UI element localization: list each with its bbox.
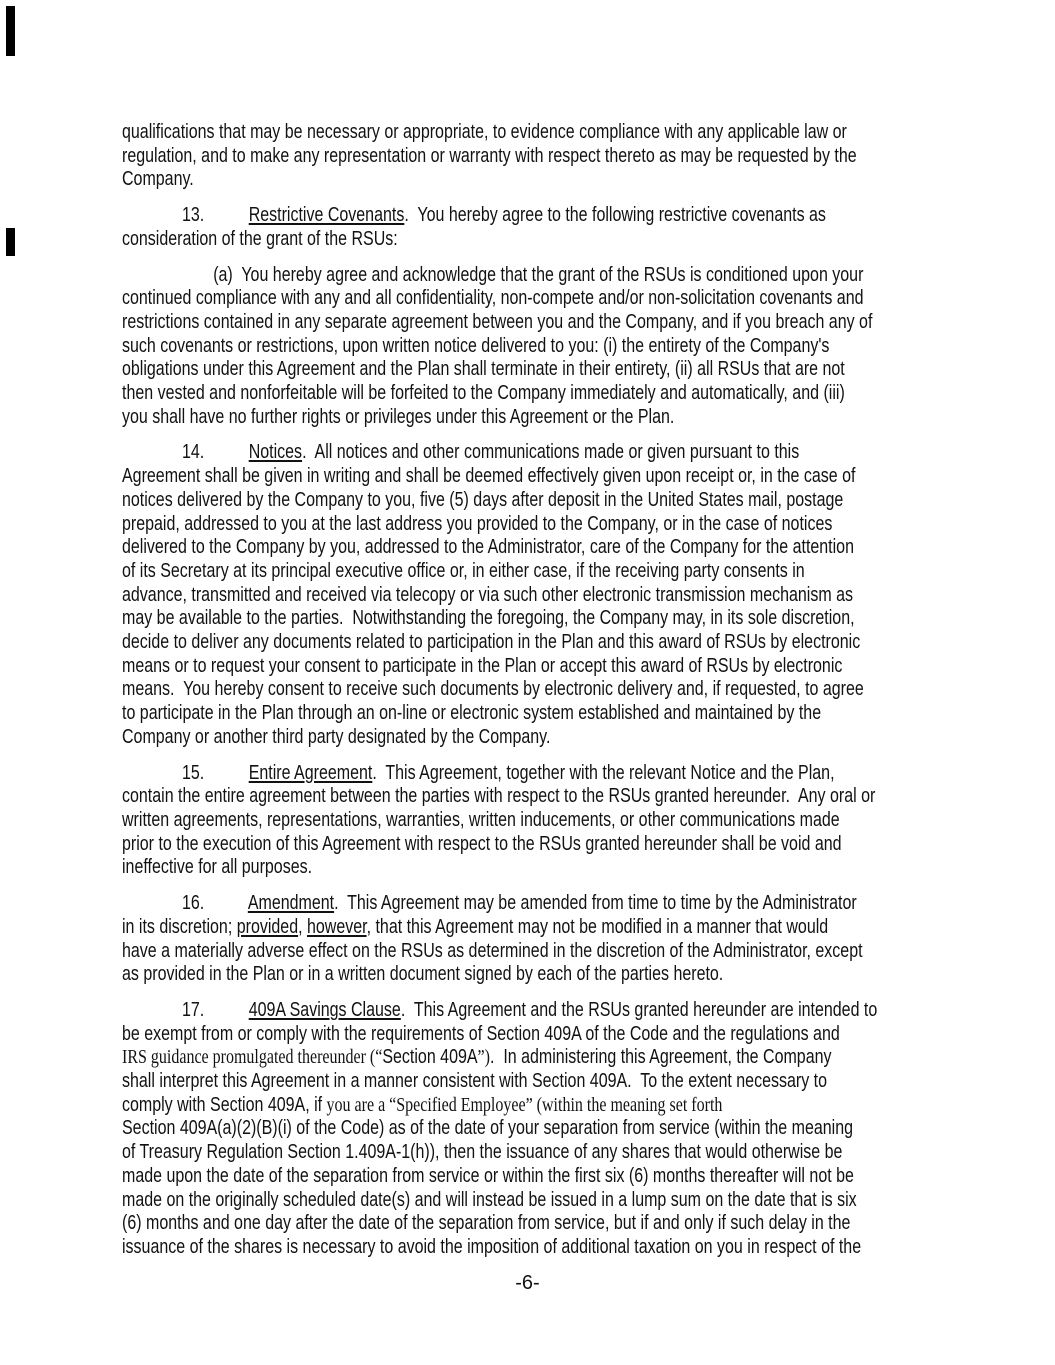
scan-artifact-mark-lower bbox=[6, 228, 15, 256]
text-segment: in its discretion; bbox=[122, 915, 237, 938]
underlined-text: 409A Savings Clause bbox=[248, 998, 401, 1021]
text-line bbox=[122, 382, 937, 406]
text-segment: means or to request your consent to participate in the Plan or accept this award of RSUs by electronic bbox=[122, 654, 843, 677]
text-line bbox=[122, 762, 937, 786]
section-14-notices bbox=[122, 441, 937, 749]
text-segment: prior to the execution of this Agreement with respect to the RSUs granted hereunder shall be void and bbox=[122, 832, 842, 855]
text-segment: 15. bbox=[182, 761, 249, 784]
paragraph-13a bbox=[122, 264, 937, 430]
text-segment: (a) You hereby agree and acknowledge that the grant of the RSUs is conditioned upon your bbox=[213, 263, 864, 286]
text-line bbox=[122, 963, 937, 987]
text-segment: 16. bbox=[182, 892, 248, 915]
text-segment: 17. bbox=[182, 998, 249, 1021]
text-line bbox=[122, 358, 937, 382]
text-segment: , that this Agreement may not be modified in a manner that would bbox=[366, 915, 829, 938]
text-line bbox=[122, 726, 937, 750]
text-line bbox=[122, 1070, 937, 1094]
text-segment: Section 409A(a)(2)(B)(i) of the Code) as of the date of your separation from service (within the meaning bbox=[122, 1117, 854, 1140]
text-segment: regulation, and to make any representation or warranty with respect thereto as may be requested by the bbox=[122, 144, 857, 167]
text-segment: have a materially adverse effect on the RSUs as determined in the discretion of the Administrator, except bbox=[122, 939, 863, 962]
text-segment: decide to deliver any documents related to participation in the Plan and this award of RSUs by electronic bbox=[122, 631, 861, 654]
text-line bbox=[122, 121, 937, 145]
text-line bbox=[122, 607, 937, 631]
text-segment: may be available to the parties. Notwithstanding the foregoing, the Company may, in its sole discretion, bbox=[122, 607, 855, 630]
text-segment: Company. bbox=[122, 168, 194, 191]
text-segment: made upon the date of the separation from service or within the first six (6) months thereafter will not be bbox=[122, 1164, 854, 1187]
text-segment: , bbox=[298, 915, 307, 938]
text-line bbox=[122, 560, 937, 584]
page-footer bbox=[0, 1272, 1055, 1295]
text-line bbox=[122, 441, 937, 465]
text-segment: delivered to the Company by you, addressed to the Administrator, care of the Company for the attention bbox=[122, 536, 854, 559]
underlined-text: Restrictive Covenants bbox=[248, 204, 405, 227]
text-line bbox=[122, 465, 937, 489]
text-segment: ineffective for all purposes. bbox=[122, 856, 313, 879]
text-segment: contain the entire agreement between the parties with respect to the RSUs granted hereunder. Any oral or bbox=[122, 785, 876, 808]
underlined-text: Notices bbox=[248, 441, 303, 464]
text-segment: of Treasury Regulation Section 1.409A-1(h)), then the issuance of any shares that would otherwise be bbox=[122, 1141, 843, 1164]
text-line bbox=[122, 856, 937, 880]
text-segment: notices delivered by the Company to you, five (5) days after deposit in the United States mail, postage bbox=[122, 488, 844, 511]
text-line bbox=[122, 204, 937, 228]
text-line bbox=[122, 940, 937, 964]
text-segment: prepaid, addressed to you at the last address you provided to the Company, or in the case of notices bbox=[122, 512, 833, 535]
underlined-text: Entire Agreement bbox=[248, 761, 373, 784]
text-line bbox=[122, 785, 937, 809]
text-segment: . In administering this Agreement, the Company bbox=[489, 1046, 832, 1069]
underlined-text: however bbox=[306, 915, 367, 938]
text-line bbox=[122, 513, 937, 537]
text-segment: then vested and nonforfeitable will be forfeited to the Company immediately and automatically, and (iii) bbox=[122, 382, 845, 405]
text-line bbox=[122, 631, 937, 655]
text-line bbox=[122, 264, 937, 288]
text-segment: 13. bbox=[182, 204, 249, 227]
text-line bbox=[122, 702, 937, 726]
page-number: -6- bbox=[515, 1272, 540, 1294]
text-line bbox=[122, 311, 937, 335]
text-segment: . You hereby agree to the following restrictive covenants as bbox=[404, 204, 826, 227]
text-segment: consideration of the grant of the RSUs: bbox=[122, 227, 398, 250]
text-line bbox=[122, 678, 937, 702]
text-segment: means. You hereby consent to receive such documents by electronic delivery and, if requested, to agree bbox=[122, 678, 864, 701]
text-segment: as provided in the Plan or in a written document signed by each of the parties hereto. bbox=[122, 963, 724, 986]
text-segment: continued compliance with any and all confidentiality, non-compete and/or non-solicitation covenants and bbox=[122, 287, 864, 310]
text-line bbox=[122, 228, 937, 252]
section-15-entire-agreement bbox=[122, 762, 937, 881]
text-line bbox=[122, 1117, 937, 1141]
paragraph-intro-continuation bbox=[122, 121, 937, 192]
text-segment: . This Agreement, together with the relevant Notice and the Plan, bbox=[372, 761, 835, 784]
text-segment: comply with Section 409A, if bbox=[122, 1093, 327, 1116]
text-segment: made on the originally scheduled date(s) and will instead be issued in a lump sum on the date that is six bbox=[122, 1188, 857, 1211]
section-13-restrictive-covenants bbox=[122, 204, 937, 251]
text-segment: be exempt from or comply with the requirements of Section 409A of the Code and the regulations and bbox=[122, 1022, 840, 1045]
text-segment: written agreements, representations, warranties, written inducements, or other communications made bbox=[122, 808, 840, 831]
text-line bbox=[122, 809, 937, 833]
text-segment: issuance of the shares is necessary to avoid the imposition of additional taxation on you in respect of the bbox=[122, 1235, 862, 1258]
text-segment: qualifications that may be necessary or appropriate, to evidence compliance with any applicable law or bbox=[122, 121, 847, 143]
text-segment: of its Secretary at its principal executive office or, in either case, if the receiving party consents in bbox=[122, 559, 805, 582]
serif-text-segment: you are a “Specified Employee” (within the meaning set forth bbox=[326, 1093, 723, 1116]
text-segment: . All notices and other communications made or given pursuant to this bbox=[302, 441, 800, 464]
text-line bbox=[122, 655, 937, 679]
text-segment: 14. bbox=[182, 441, 249, 464]
text-line bbox=[122, 999, 937, 1023]
text-segment: . This Agreement and the RSUs granted hereunder are intended to bbox=[400, 998, 878, 1021]
text-segment: Agreement shall be given in writing and shall be deemed effectively given upon receipt or, in the case of bbox=[122, 465, 856, 488]
text-line bbox=[122, 833, 937, 857]
text-segment: Section 409A bbox=[382, 1046, 478, 1069]
section-16-amendment bbox=[122, 892, 937, 987]
text-line bbox=[122, 1046, 937, 1070]
text-segment: advance, transmitted and received via telecopy or via such other electronic transmission mechanism as bbox=[122, 583, 854, 606]
text-segment: such covenants or restrictions, upon written notice delivered to you: (i) the entirety of the Company's bbox=[122, 334, 830, 357]
text-line bbox=[122, 584, 937, 608]
text-line bbox=[122, 168, 937, 192]
text-line bbox=[122, 335, 937, 359]
text-line bbox=[122, 145, 937, 169]
text-line bbox=[122, 287, 937, 311]
serif-text-segment: ”) bbox=[477, 1046, 490, 1069]
text-line bbox=[122, 536, 937, 560]
text-line bbox=[122, 1165, 937, 1189]
text-line bbox=[122, 489, 937, 513]
text-line bbox=[122, 1236, 937, 1260]
text-line bbox=[122, 406, 937, 430]
text-line bbox=[122, 916, 937, 940]
text-line bbox=[122, 1189, 937, 1213]
text-segment: shall interpret this Agreement in a manner consistent with Section 409A. To the extent necessary to bbox=[122, 1070, 827, 1093]
text-line bbox=[122, 1141, 937, 1165]
serif-text-segment: IRS guidance promulgated thereunder (“ bbox=[122, 1046, 383, 1069]
text-line bbox=[122, 1023, 937, 1047]
underlined-text: Amendment bbox=[247, 892, 335, 915]
text-segment: (6) months and one day after the date of the separation from service, but if and only if such delay in the bbox=[122, 1212, 851, 1235]
text-line bbox=[122, 892, 937, 916]
text-segment: . This Agreement may be amended from time to time by the Administrator bbox=[334, 892, 857, 915]
underlined-text: provided bbox=[236, 915, 299, 938]
text-line bbox=[122, 1094, 937, 1118]
text-segment: you shall have no further rights or privileges under this Agreement or the Plan. bbox=[122, 405, 675, 428]
text-segment: restrictions contained in any separate agreement between you and the Company, and if you breach any of bbox=[122, 310, 873, 333]
document-body bbox=[122, 121, 937, 1272]
text-segment: Company or another third party designated by the Company. bbox=[122, 725, 551, 748]
text-segment: obligations under this Agreement and the Plan shall terminate in their entirety, (ii) all RSUs that are not bbox=[122, 358, 845, 381]
section-17-409a-savings-clause bbox=[122, 999, 937, 1260]
scan-artifact-mark-top bbox=[6, 6, 15, 56]
text-segment: to participate in the Plan through an on-line or electronic system established and maintained by the bbox=[122, 702, 822, 725]
text-line bbox=[122, 1212, 937, 1236]
